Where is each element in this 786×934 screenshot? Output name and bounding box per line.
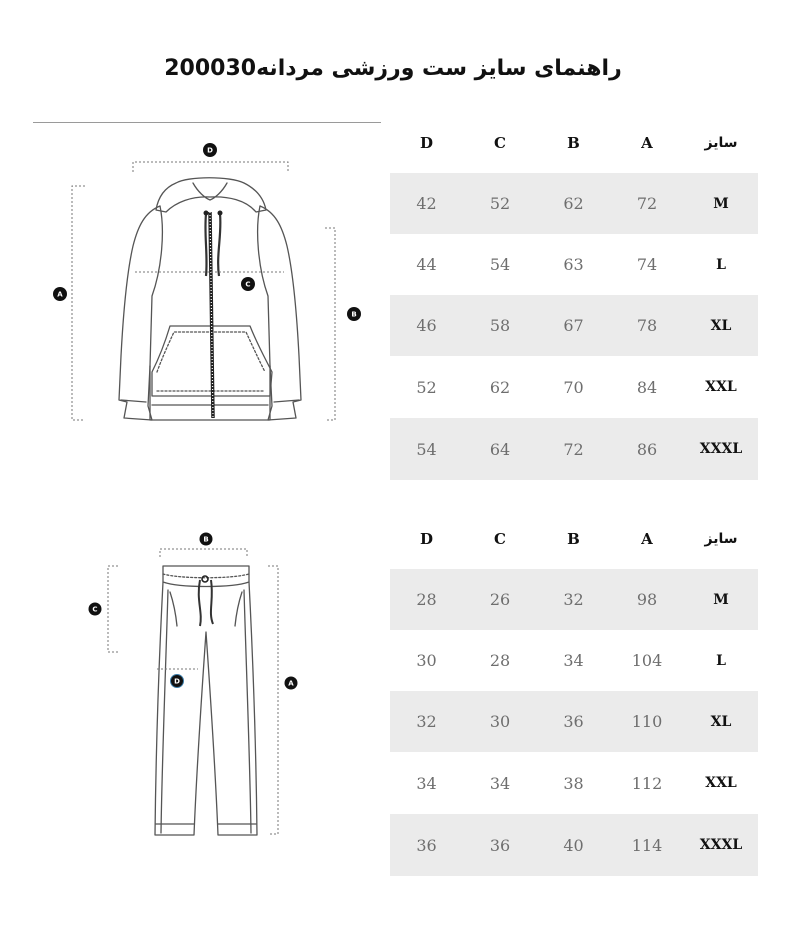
hoodie-marker-c: C — [245, 280, 251, 289]
page-title: راهنمای سایز ست ورزشی مردانه200030 — [164, 56, 622, 81]
cell-d: 52 — [416, 377, 437, 397]
cell-c: 54 — [489, 255, 511, 274]
table-row — [390, 418, 758, 480]
cell-c: 64 — [463, 418, 537, 480]
cell-a: 114 — [610, 814, 684, 876]
cell-c: 62 — [489, 377, 511, 397]
pants-diagram — [80, 528, 310, 843]
header-b: B — [567, 529, 580, 548]
table-header-row — [390, 113, 758, 173]
table-row — [390, 295, 758, 356]
cell-c: 52 — [463, 173, 537, 234]
cell-d: 42 — [390, 173, 463, 234]
cell-b: 38 — [563, 773, 584, 793]
cell-a: 98 — [610, 569, 684, 630]
pants-marker-d: D — [174, 677, 180, 686]
table-row — [390, 356, 758, 418]
cell-c: 30 — [463, 691, 537, 752]
cell-size: L — [716, 652, 726, 669]
cell-b: 70 — [563, 377, 584, 397]
cell-c: 26 — [463, 569, 537, 630]
header-c: C — [494, 134, 506, 152]
table-row — [390, 814, 758, 876]
cell-size: XL — [684, 691, 758, 752]
hoodie-marker-d: D — [207, 146, 213, 155]
hoodie-marker-b: B — [351, 310, 357, 319]
cell-size: XXL — [705, 775, 737, 791]
table-header-row — [390, 508, 758, 569]
header-size: سایز — [704, 135, 738, 151]
cell-d: 46 — [390, 295, 463, 356]
cell-b: 63 — [563, 255, 584, 274]
cell-c: 36 — [463, 814, 537, 876]
cell-d: 44 — [416, 255, 437, 274]
cell-size: XXL — [705, 379, 737, 395]
cell-size: XXXL — [684, 418, 758, 480]
header-d: D — [419, 529, 433, 548]
cell-a: 72 — [610, 173, 684, 234]
table-row — [390, 173, 758, 234]
table-row — [390, 752, 758, 814]
cell-b: 32 — [537, 569, 610, 630]
cell-c: 58 — [463, 295, 537, 356]
header-c: C — [494, 529, 506, 548]
cell-b: 40 — [537, 814, 610, 876]
table-row — [390, 630, 758, 691]
cell-d: 28 — [390, 569, 463, 630]
pants-marker-a: A — [288, 679, 294, 688]
cell-d: 34 — [416, 773, 437, 793]
hoodie-marker-a: A — [57, 290, 63, 299]
cell-size: M — [684, 173, 758, 234]
cell-a: 104 — [631, 651, 663, 670]
header-b: B — [567, 134, 580, 152]
cell-d: 54 — [390, 418, 463, 480]
cell-c: 28 — [489, 651, 511, 670]
cell-a: 84 — [636, 377, 658, 397]
cell-d: 30 — [416, 651, 437, 670]
cell-a: 74 — [636, 255, 658, 274]
header-a: A — [641, 529, 653, 548]
pants-marker-b: B — [203, 535, 209, 544]
table-row — [390, 691, 758, 752]
pants-size-table — [390, 508, 758, 876]
divider-line — [33, 122, 381, 123]
cell-a: 112 — [631, 773, 663, 793]
table-row — [390, 569, 758, 630]
cell-size: M — [684, 569, 758, 630]
cell-b: 34 — [563, 651, 584, 670]
cell-b: 72 — [537, 418, 610, 480]
table-row — [390, 234, 758, 295]
cell-d: 36 — [390, 814, 463, 876]
hoodie-size-table — [390, 113, 758, 480]
cell-d: 32 — [390, 691, 463, 752]
cell-a: 78 — [610, 295, 684, 356]
pants-marker-c: C — [92, 605, 98, 614]
header-d: D — [419, 134, 433, 152]
cell-a: 110 — [610, 691, 684, 752]
cell-b: 62 — [537, 173, 610, 234]
cell-c: 34 — [489, 773, 511, 793]
cell-b: 67 — [537, 295, 610, 356]
cell-size: L — [716, 256, 726, 273]
hoodie-diagram — [40, 135, 380, 435]
header-size: سایز — [704, 530, 738, 547]
cell-size: XL — [684, 295, 758, 356]
cell-size: XXXL — [684, 814, 758, 876]
header-a: A — [641, 134, 653, 152]
cell-a: 86 — [610, 418, 684, 480]
cell-b: 36 — [537, 691, 610, 752]
